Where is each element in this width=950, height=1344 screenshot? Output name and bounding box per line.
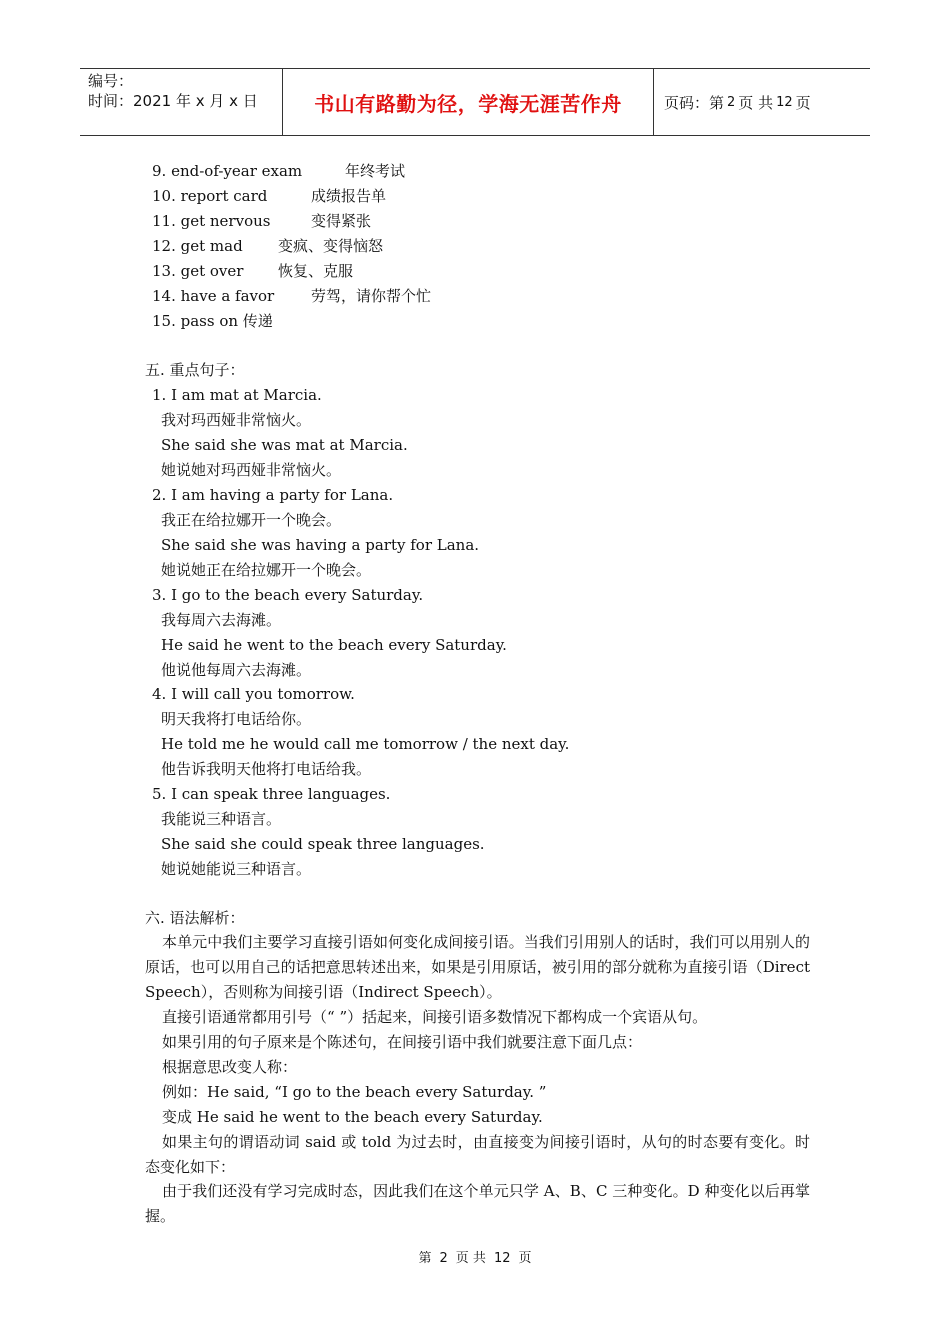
- paragraph: 如果主句的谓语动词 said 或 told 为过去时，由直接变为间接引语时，从句的时态要有变化。时态变化如下：: [145, 1133, 810, 1176]
- phrase-zh: 成绩报告单: [311, 187, 387, 205]
- paragraph: 例如：He said, “I go to the beach every Saturday. ”: [162, 1083, 547, 1101]
- sentence-line: 我能说三种语言。: [161, 810, 282, 828]
- sentence-line: 她说她能说三种语言。: [161, 860, 312, 878]
- sentence-line: 4. I will call you tomorrow.: [152, 685, 355, 703]
- paragraph: 根据意思改变人称：: [162, 1058, 298, 1076]
- sentence-line: 2. I am having a party for Lana.: [152, 486, 394, 504]
- paragraph: 本单元中我们主要学习直接引语如何变化成间接引语。当我们引用别人的话时，我们可以用别人的原话，也可以用自己的话把意思转述出来，如果是引用原话，被引用的部分就称为直接引语（Direct Speech），否则称为间接引语（Indirect Speech）。: [145, 933, 810, 1001]
- phrase-zh: 劳驾，请你帮个忙: [311, 287, 432, 305]
- motto: 书山有路勤为径，学海无涯苦作舟: [314, 91, 622, 116]
- sentence-line: 5. I can speak three languages.: [152, 785, 391, 803]
- page-mid: 页 共: [738, 93, 774, 112]
- phrase-en: 11. get nervous: [152, 212, 271, 230]
- header-meta: [80, 69, 282, 135]
- phrase-en: 13. get over: [152, 262, 244, 280]
- header-motto-cell: [282, 69, 654, 135]
- phrase-en: 10. report card: [152, 187, 268, 205]
- phrase-en: 14. have a favor: [152, 287, 275, 305]
- phrase-zh: 恢复、克服: [278, 262, 354, 280]
- paragraph: 如果引用的句子原来是个陈述句，在间接引语中我们就要注意下面几点：: [162, 1033, 643, 1051]
- phrase-en: 9. end-of-year exam: [152, 162, 303, 180]
- sentence-line: She said she could speak three languages.: [161, 835, 485, 853]
- phrase-zh: 变疯、变得恼怒: [278, 237, 384, 255]
- page-suffix: 页: [795, 93, 811, 112]
- footer-mid: 页 共: [455, 1251, 486, 1266]
- paragraph: 变成 He said he went to the beach every Saturday.: [162, 1108, 543, 1126]
- doc-id-label: 编号：: [88, 72, 134, 90]
- phrase-en: 12. get mad: [152, 237, 243, 255]
- phrase-en: 15. pass on 传递: [152, 312, 273, 330]
- sentence-line: She said she was mat at Marcia.: [161, 436, 408, 454]
- sentence-line: 我对玛西娅非常恼火。: [161, 411, 312, 429]
- footer-page: 2: [439, 1251, 448, 1266]
- sentence-line: She said she was having a party for Lana.: [161, 536, 480, 554]
- phrase-zh: 变得紧张: [311, 212, 372, 230]
- sentence-line: 我每周六去海滩。: [161, 611, 282, 629]
- sentence-line: 明天我将打电话给你。: [161, 710, 312, 728]
- sentence-line: 1. I am mat at Marcia.: [152, 386, 322, 404]
- sentence-line: 她说她对玛西娅非常恼火。: [161, 461, 342, 479]
- page-header: [80, 68, 870, 136]
- sentence-line: He told me he would call me tomorrow / the next day.: [161, 735, 570, 753]
- section-title: 六. 语法解析：: [145, 909, 245, 927]
- page-total: 12: [776, 94, 793, 110]
- sentence-line: 他告诉我明天他将打电话给我。: [161, 760, 372, 778]
- phrase-zh: 年终考试: [345, 162, 406, 180]
- footer-total: 12: [493, 1251, 511, 1266]
- page-number: 2: [727, 94, 736, 110]
- sentence-line: 3. I go to the beach every Saturday.: [152, 586, 424, 604]
- page-prefix: 页码：第: [664, 93, 725, 112]
- paragraph: 直接引语通常都用引号（“ ”）括起来，间接引语多数情况下都构成一个宾语从句。: [162, 1008, 708, 1026]
- sentence-line: 她说她正在给拉娜开一个晚会。: [161, 561, 372, 579]
- footer-prefix: 第: [418, 1251, 432, 1266]
- paragraph: 由于我们还没有学习完成时态，因此我们在这个单元只学 A、B、C 三种变化。D 种变化以后再掌握。: [145, 1182, 810, 1225]
- footer-suffix: 页: [518, 1251, 532, 1266]
- section-title: 五. 重点句子：: [145, 361, 245, 379]
- page-footer: [0, 1247, 950, 1266]
- header-page-info: [654, 69, 870, 135]
- doc-date: 时间：2021 年 x 月 x 日: [88, 92, 258, 110]
- sentence-line: He said he went to the beach every Saturday.: [161, 636, 507, 654]
- sentence-line: 他说他每周六去海滩。: [161, 661, 312, 679]
- sentence-line: 我正在给拉娜开一个晚会。: [161, 511, 342, 529]
